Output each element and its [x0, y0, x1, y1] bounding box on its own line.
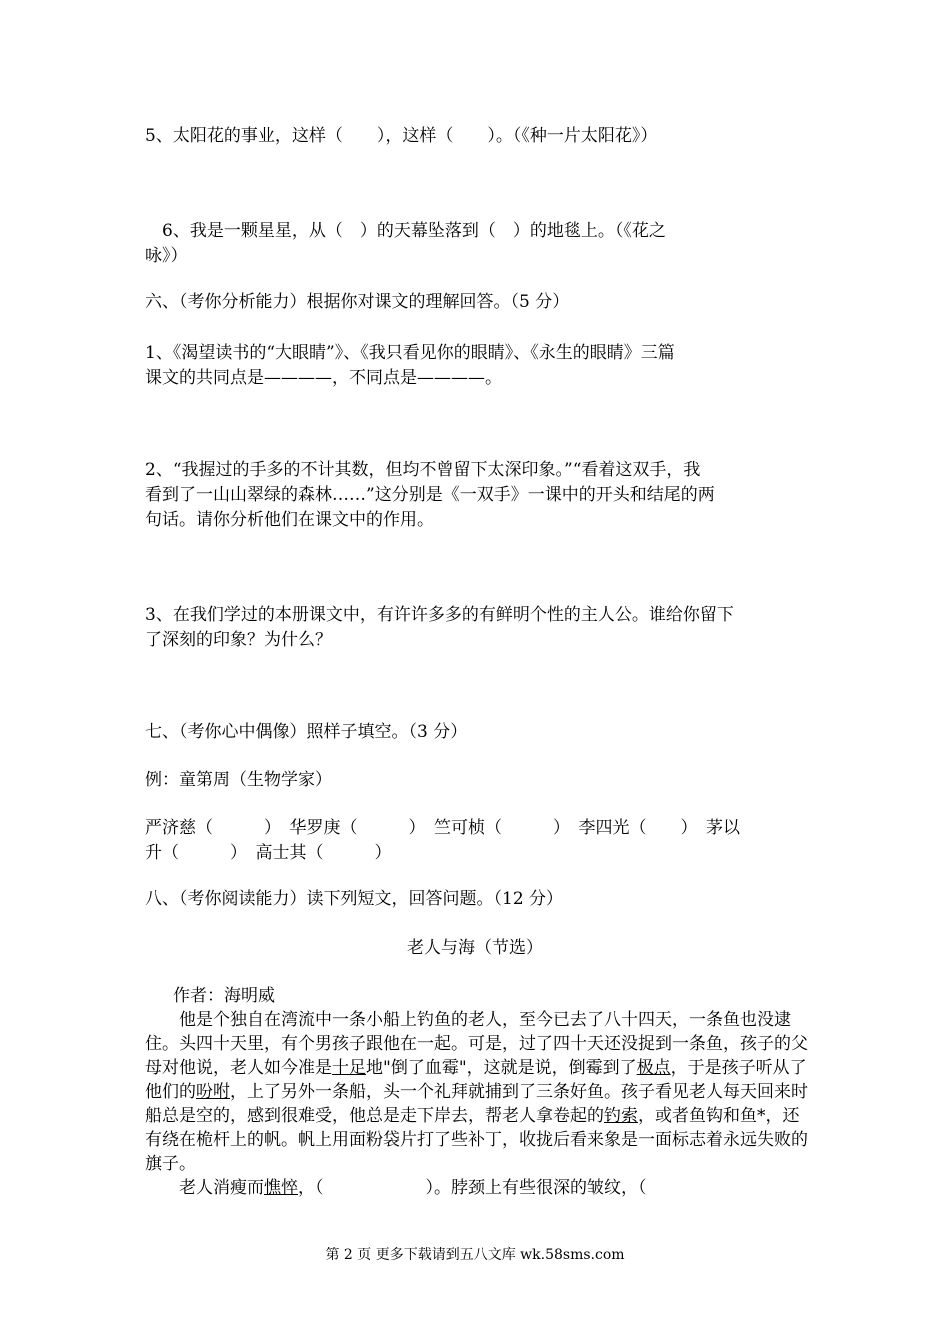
passage-title: 老人与海（节选）	[407, 938, 543, 958]
section-6-q3-line-1: 3、在我们学过的本册课文中，有许许多多的有鲜明个性的主人公。谁给你留下	[145, 605, 734, 625]
question-6-line-1: 6、我是一颗星星，从（ ）的天幕坠落到（ ）的地毯上。（《花之	[145, 221, 666, 241]
passage-paragraph-1: 他是个独自在湾流中一条小船上钓鱼的老人，至今已去了八十四天，一条鱼也没逮住。头四十天里，有个男孩子跟他在一起。可是，过了四十天还没捉到一条鱼，孩子的父母对他说，老人如今准是十足地"倒了血霉"，这就是说，倒霉到了极点，于是孩子听从了他们的吩咐，上了另外一条船，头一个礼拜就捕到了三条好鱼。孩子看见老人每天回来时船总是空的，感到很难受，他总是走下岸去，帮老人拿卷起的钓索，或者鱼钩和鱼*，还有绕在桅杆上的帆。帆上用面粉袋片打了些补丁，收拢后看来象是一面标志着永远失败的旗子。	[145, 1010, 808, 1174]
passage-body	[145, 984, 815, 1200]
passage-paragraph-2: 老人消瘦而憔悴，（ ）。脖颈上有些很深的皱纹，（	[179, 1178, 647, 1198]
question-5: 5、太阳花的事业，这样（ ），这样（ ）。（《种一片太阳花》）	[145, 126, 658, 146]
section-6-q2-line-1: 2、“我握过的手多的不计其数，但均不曾留下太深印象。”“看着这双手，我	[145, 460, 701, 480]
section-7-blanks-line-2: 升（ ） 高士其（ ）	[145, 843, 392, 863]
underlined-word: 钓索	[604, 1106, 638, 1126]
section-6-title: 六、（考你分析能力）根据你对课文的理解回答。（5 分）	[145, 292, 570, 312]
underlined-word: 吩咐	[196, 1082, 230, 1102]
underlined-word: 极点	[636, 1058, 671, 1078]
section-6-q2-line-2: 看到了一山山翠绿的森林……”这分别是《一双手》一课中的开头和结尾的两	[145, 485, 715, 505]
question-6-line-2: 咏》）	[145, 246, 188, 266]
section-8-title: 八、（考你阅读能力）读下列短文，回答问题。（12 分）	[145, 889, 564, 909]
underlined-word: 憔悴	[264, 1178, 298, 1198]
section-7-title: 七、（考你心中偶像）照样子填空。（3 分）	[145, 722, 468, 742]
section-6-q3-line-2: 了深刻的印象？为什么？	[145, 630, 332, 650]
page-footer: 第 2 页 更多下载请到五八文库 wk.58sms.com	[325, 1247, 625, 1263]
section-6-q2-line-3: 句话。请你分析他们在课文中的作用。	[145, 510, 434, 530]
section-6-q1-line-2: 课文的共同点是————，不同点是————。	[145, 368, 502, 388]
section-7-blanks-line-1: 严济慈（ ） 华罗庚（ ） 竺可桢（ ） 李四光（ ） 茅以	[145, 818, 740, 838]
underlined-word: 十足	[332, 1058, 366, 1078]
section-6-q1-line-1: 1、《渴望读书的“大眼睛”》、《我只看见你的眼睛》、《永生的眼睛》三篇	[145, 343, 675, 363]
section-7-example: 例：童第周（生物学家）	[145, 770, 332, 790]
author-line: 作者：海明威	[173, 986, 275, 1006]
